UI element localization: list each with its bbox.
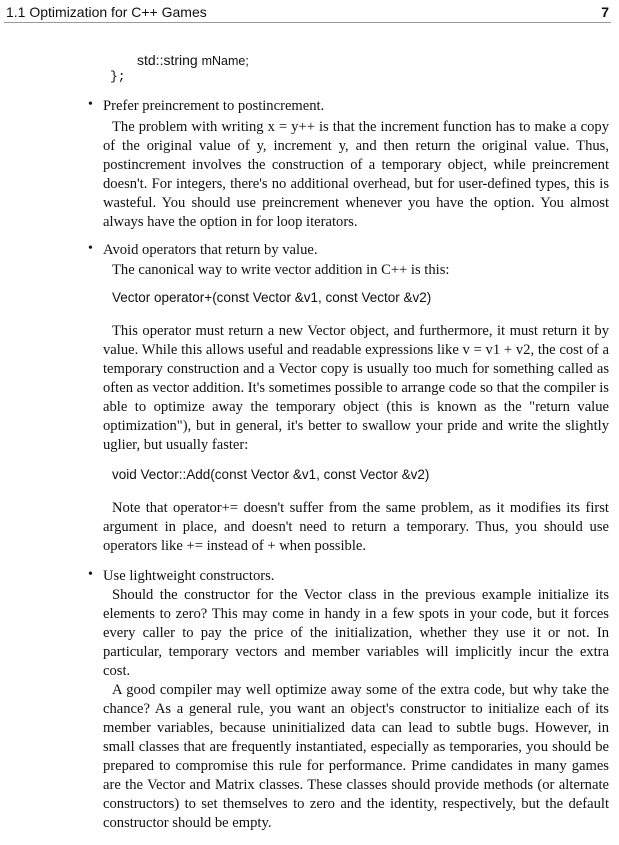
item3-body2: A good compiler may well optimize away some of the extra code, but why take the chance? As a general rule, you want an object's constructor to initialize each of its member variables, because uninitialized data can lead to subtle bugs. However, in small classes that are frequently instantiated, especially as temporaries, you should be prepared to compromise this rule for performance. Prime candidates in many games are the Vector and Matrix classes. These classes should provide methods (or alternate constructors) to set themselves to zero and the identity, respectively, but the default constructor should be empty. <box>103 682 609 831</box>
item1-title: Prefer preincrement to postincrement. <box>103 98 325 114</box>
page-header <box>6 2 611 22</box>
code-vector-add: void Vector::Add(const Vector &v1, const Vector &v2) <box>112 467 430 482</box>
item2-intro: The canonical way to write vector addition in C++ is this: <box>112 262 450 278</box>
bullet-1: • <box>88 97 93 112</box>
code-line-string-member: std::string mName; <box>137 52 249 68</box>
item2-body2: Note that operator+= doesn't suffer from the same problem, as it modifies its first argument in place, and doesn't need to return a temporary. Thus, you should use operators like += instead of + when possible. <box>103 500 609 554</box>
item2-body1: This operator must return a new Vector object, and furthermore, it must return it by value. While this allows useful and readable expressions like v = v1 + v2, the cost of a temporary construction and a Vector copy is usually too much for something called as often as vector addition. It's sometimes possible to arrange code so that the compiler is able to optimize away the temporary object (this is known as the "return value optimization"), but in general, it's better to swallow your pride and write the slightly uglier, but usually faster: <box>103 323 609 453</box>
header-rule <box>4 22 611 23</box>
item2-title: Avoid operators that return by value. <box>103 242 318 258</box>
bullet-2: • <box>88 241 93 256</box>
running-head-title: 1.1 Optimization for C++ Games <box>6 4 207 20</box>
item1-body: The problem with writing x = y++ is that the increment function has to make a copy of the original value of y, increment y, and then return the original value. Thus, postincrement involves the construction of a temporary object, while preincrement doesn't. For integers, there's no additional overhead, but for user-defined types, this is wasteful. You should use preincrement whenever you have the option. You almost always have the option in for loop iterators. <box>103 119 609 230</box>
page-number: 7 <box>601 4 609 20</box>
item3-title: Use lightweight constructors. <box>103 568 275 584</box>
item3-body1: Should the constructor for the Vector class in the previous example initialize its elements to zero? This may come in handy in a few spots in your code, but it forces every caller to pay the price of the initialization, whether they use it or not. In particular, temporary vectors and member variables will implicitly incur the extra cost. <box>103 587 609 679</box>
code-operator-plus: Vector operator+(const Vector &v1, const Vector &v2) <box>112 290 432 305</box>
code-line-closing-brace: }; <box>110 69 126 84</box>
bullet-3: • <box>88 567 93 582</box>
